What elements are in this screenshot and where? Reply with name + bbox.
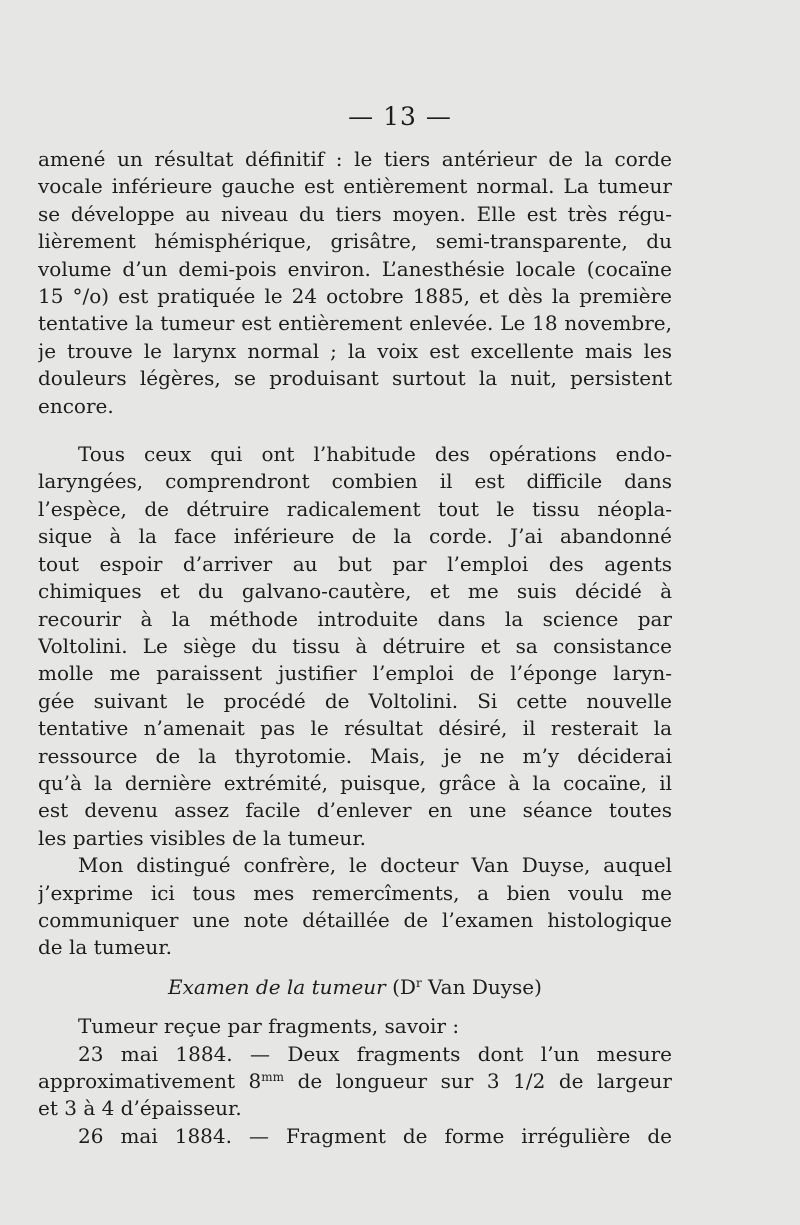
entry1-line2-sup: mm	[261, 1070, 285, 1084]
body-text	[38, 146, 672, 1150]
text-line: les parties visibles de la tumeur.	[38, 825, 367, 850]
paragraph-1	[38, 146, 672, 420]
text-line: amené un résultat définitif : le tiers antérieur de la corde	[38, 147, 672, 171]
entry1-line3: et 3 à 4 d’épaisseur.	[38, 1096, 242, 1121]
entry2-line1: 26 mai 1884. — Fragment de forme irrégulière de	[78, 1123, 672, 1148]
heading-prefix: (D	[385, 974, 416, 999]
text-line: j’exprime ici tous mes remercîments, a bien voulu me	[38, 880, 672, 905]
text-line: tout espoir d’arriver au but par l’emploi des agents	[38, 551, 672, 576]
text-line: 15 °/o) est pratiquée le 24 octobre 1885, et dès la première	[38, 284, 672, 309]
heading-italic: Examen de la tumeur	[168, 974, 386, 999]
heading-suffix: Van Duyse)	[421, 974, 542, 999]
page-number: — 13 —	[348, 102, 452, 131]
text-line: encore.	[38, 393, 114, 418]
text-line: chimiques et du galvano-cautère, et me suis décidé à	[38, 579, 672, 604]
text-line: de la tumeur.	[38, 935, 172, 960]
text-line: douleurs légères, se produisant surtout la nuit, persistent	[38, 366, 672, 391]
text-line: lièrement hémisphérique, grisâtre, semi-transparente, du	[38, 229, 672, 254]
text-line: l’espèce, de détruire radicalement tout le tissu néopla-	[38, 496, 672, 521]
text-line: qu’à la dernière extrémité, puisque, grâce à la cocaïne, il	[38, 770, 672, 795]
entry1-line2-a: approximativement 8	[38, 1069, 262, 1093]
text-line: Mon distingué confrère, le docteur Van Duyse, auquel	[78, 853, 672, 878]
section-heading	[38, 974, 672, 1001]
text-line: laryngées, comprendront combien il est difficile dans	[38, 469, 672, 494]
text-line: molle me paraissent justifier l’emploi de l’éponge laryn-	[38, 661, 672, 686]
specimens-intro: Tumeur reçue par fragments, savoir :	[78, 1014, 460, 1039]
paragraph-2	[38, 441, 672, 852]
text-line: je trouve le larynx normal ; la voix est excellente mais les	[38, 338, 672, 363]
text-line: est devenu assez facile d’enlever en une séance toutes	[38, 798, 672, 823]
text-line: sique à la face inférieure de la corde. J’ai abandonné	[38, 524, 672, 549]
text-line: ressource de la thyrotomie. Mais, je ne m’y déciderai	[38, 743, 672, 768]
text-line: se développe au niveau du tiers moyen. Elle est très régu-	[38, 201, 672, 226]
entry1-line1: 23 mai 1884. — Deux fragments dont l’un mesure	[78, 1041, 672, 1066]
text-line: vocale inférieure gauche est entièrement normal. La tumeur	[38, 174, 672, 199]
text-line: volume d’un demi-pois environ. L’anesthésie locale (cocaïne	[38, 256, 672, 281]
text-line: tentative la tumeur est entièrement enlevée. Le 18 novembre,	[38, 311, 672, 336]
text-line: Tous ceux qui ont l’habitude des opérations endo-	[78, 442, 672, 467]
text-line: gée suivant le procédé de Voltolini. Si cette nouvelle	[38, 688, 672, 713]
text-line: tentative n’amenait pas le résultat désiré, il resterait la	[38, 716, 672, 741]
text-line: communiquer une note détaillée de l’examen histologique	[38, 907, 672, 932]
entry1-line2-b: de longueur sur 3 1/2 de largeur	[284, 1069, 672, 1093]
paragraph-3	[38, 852, 672, 962]
text-line: recourir à la méthode introduite dans la science par	[38, 606, 672, 631]
entry1-line2	[38, 1068, 672, 1095]
heading-sup: r	[415, 975, 422, 990]
text-line: Voltolini. Le siège du tissu à détruire et sa consistance	[38, 633, 672, 658]
